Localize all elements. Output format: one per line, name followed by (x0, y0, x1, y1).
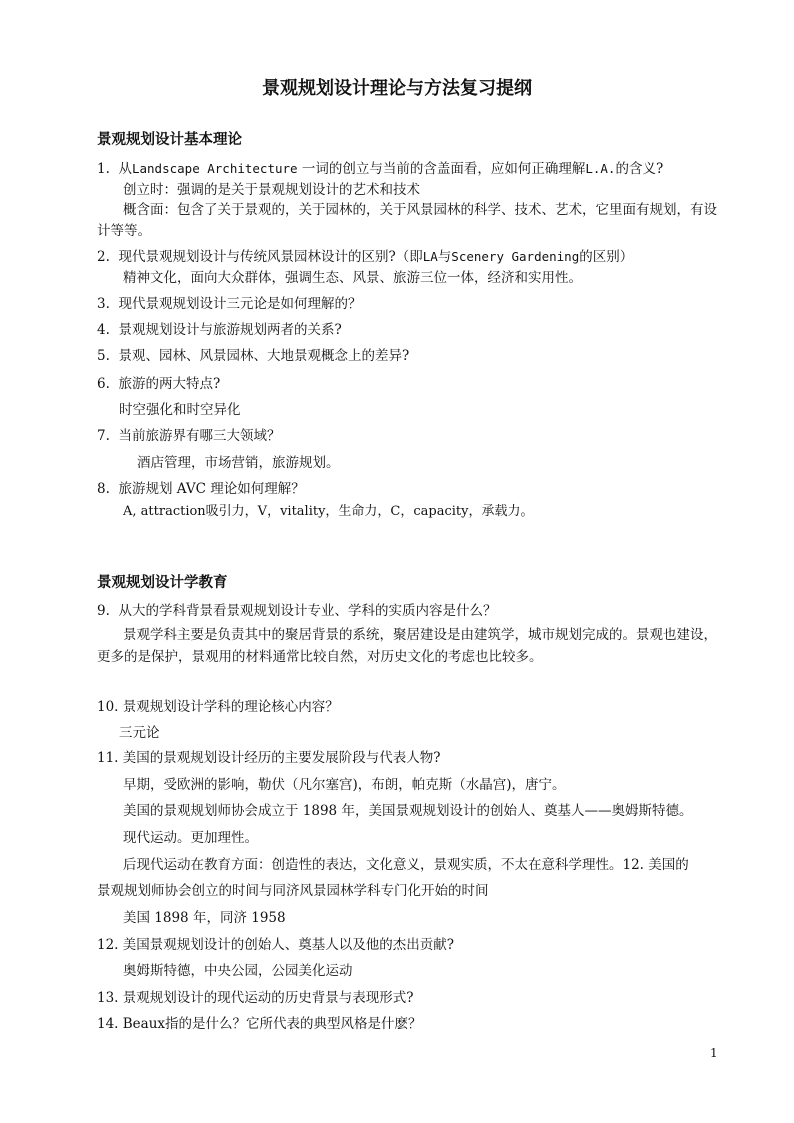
question-term: Scenery Gardening (451, 249, 580, 264)
question-text: 的含义? (615, 161, 664, 177)
question-11: 11. 美国的景观规划设计经历的主要发展阶段与代表人物? (97, 750, 441, 766)
answer-11-modern: 现代运动。更加理性。 (123, 830, 258, 846)
question-term: Landscape Architecture (131, 161, 298, 176)
question-4 (97, 320, 342, 340)
answer-11-postmodern: 后现代运动在教育方面：创造性的表达，文化意义，景观实质，不太在意科学理性。12. 美国的 (123, 857, 689, 873)
question-number: 2. (97, 249, 110, 265)
question-number: 6. (97, 376, 110, 392)
question-text: 现代景观规划设计三元论是如何理解的？ (118, 296, 362, 312)
question-10: 10. 景观规划设计学科的理论核心内容？ (97, 699, 339, 715)
answer-11-asla: 美国的景观规划师协会成立于 1898 年，美国景观规划设计的创始人、奠基人——奥姆斯特德。 (123, 803, 693, 819)
question-1 (97, 159, 663, 179)
answer-11-dates: 美国 1898 年，同济 1958 (123, 910, 286, 926)
question-3 (97, 294, 361, 314)
answer-11-early: 早期，受欧洲的影响，勒伏（凡尔塞宫)，布朗，帕克斯（水晶宫)，唐宁。 (123, 777, 566, 793)
answer-10: 三元论 (119, 725, 160, 741)
answer-1-scope: 概含面：包含了关于景观的，关于园林的，关于风景园林的科学、技术、艺术，它里面有规划，有设计等等。 (97, 202, 717, 239)
question-number: 8. (97, 481, 110, 497)
question-2 (97, 247, 633, 267)
question-number: 4. (97, 322, 110, 338)
question-number: 9. (97, 603, 110, 619)
question-number: 1. (97, 161, 110, 177)
answer-7: 酒店管理，市场营销，旅游规划。 (137, 455, 340, 471)
question-14: 14. Beaux指的是什么？它所代表的典型风格是什麽？ (97, 1016, 422, 1032)
question-text: 当前旅游界有哪三大领域？ (118, 428, 281, 444)
question-text: 从 (118, 161, 132, 177)
document-title: 景观规划设计理论与方法复习提纲 (262, 78, 532, 99)
question-9 (97, 601, 496, 621)
question-term: L.A. (585, 161, 616, 176)
section-heading-basic-theory: 景观规划设计基本理论 (97, 131, 242, 148)
answer-9: 景观学科主要是负责其中的聚居背景的系统，聚居建设是由建筑学，城市规划完成的。景观也建设，更多的是保护，景观用的材料通常比较自然，对历史文化的考虑也比较多。 (97, 627, 717, 665)
question-number: 3. (97, 296, 110, 312)
question-12: 12. 美国景观规划设计的创始人、奠基人以及他的杰出贡献? (97, 937, 454, 953)
question-text: 旅游的两大特点? (118, 376, 221, 392)
question-text: 从大的学科背景看景观规划设计专业、学科的实质内容是什么？ (118, 603, 497, 619)
section-heading-education: 景观规划设计学教育 (97, 574, 228, 591)
question-13: 13. 景观规划设计的现代运动的历史背景与表现形式? (97, 990, 414, 1006)
question-text: 景观规划设计与旅游规划两者的关系? (118, 322, 342, 338)
question-text: 景观、园林、风景园林、大地景观概念上的差异? (118, 348, 410, 364)
question-text: 与 (437, 249, 452, 265)
question-term: LA (422, 249, 438, 264)
answer-8: A, attraction吸引力，V，vitality，生命力，C，capacity，承载力。 (123, 504, 534, 519)
question-7 (97, 426, 280, 446)
question-number: 5. (97, 348, 110, 364)
question-text: 旅游规划 AVC 理论如何理解？ (118, 481, 305, 497)
question-text: 一词的创立与当前的含盖面看，应如何正确理解 (301, 161, 586, 177)
answer-6: 时空强化和时空异化 (119, 402, 241, 418)
question-number: 7. (97, 428, 110, 444)
answer-2: 精神文化，面向大众群体，强调生态、风景、旅游三位一体，经济和实用性。 (123, 270, 582, 286)
page-number: 1 (710, 1046, 718, 1060)
question-8 (97, 479, 305, 499)
question-text: 的区别） (579, 249, 634, 265)
question-5 (97, 346, 409, 366)
answer-12: 奥姆斯特德，中央公园，公园美化运动 (123, 963, 353, 979)
question-text: 现代景观规划设计与传统风景园林设计的区别?（即 (118, 249, 423, 265)
answer-11-postmodern-cont: 景观规划师协会创立的时间与同济风景园林学科专门化开始的时间 (97, 883, 489, 899)
answer-1-origin: 创立时：强调的是关于景观规划设计的艺术和技术 (123, 182, 420, 198)
question-6 (97, 374, 220, 394)
